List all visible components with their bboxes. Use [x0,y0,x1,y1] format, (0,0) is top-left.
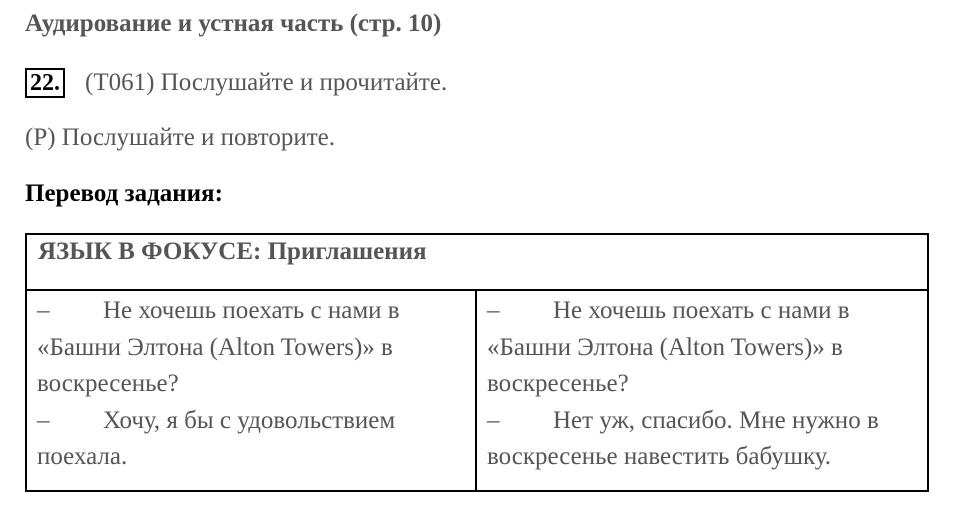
dialogue-line [37,403,465,440]
translation-title: Перевод задания: [25,180,223,207]
dash: – [487,297,500,324]
dialogue-line [487,293,917,330]
table-header: ЯЗЫК В ФОКУСЕ: Приглашения [27,235,927,291]
dialogue-line: воскресенье навестить бабушку. [487,443,832,470]
task-instruction-2: (P) Послушайте и повторите. [25,124,335,151]
task-number-box: 22. [25,68,65,98]
dialogue-text: Хочу, я бы с удовольствием [103,406,396,434]
dialogue-line: поехала. [37,443,128,470]
dialogue-line: воскресенье? [37,370,179,397]
task-line [25,66,447,100]
task-instruction: (T061) Послушайте и прочитайте. [85,69,448,96]
dash: – [487,406,500,434]
dialogue-text: Не хочешь поехать с нами в [103,297,400,324]
dialogue-line: «Башни Элтона (Alton Towers)» в [487,333,843,361]
dialogue-line: «Башни Элтона (Alton Towers)» в [37,333,393,361]
table-cell-left [27,291,477,490]
dialogue-line: воскресенье? [487,370,629,397]
dialogue-line [487,403,917,440]
table-cell-right [477,291,927,490]
section-heading: Аудирование и устная часть (стр. 10) [25,10,442,37]
dash: – [37,297,50,324]
dialogue-text: Нет уж, спасибо. Мне нужно в [553,406,879,434]
dash: – [37,406,50,434]
dialogue-text: Не хочешь поехать с нами в [553,297,850,324]
dialogue-line [37,293,465,330]
focus-table [25,233,929,492]
